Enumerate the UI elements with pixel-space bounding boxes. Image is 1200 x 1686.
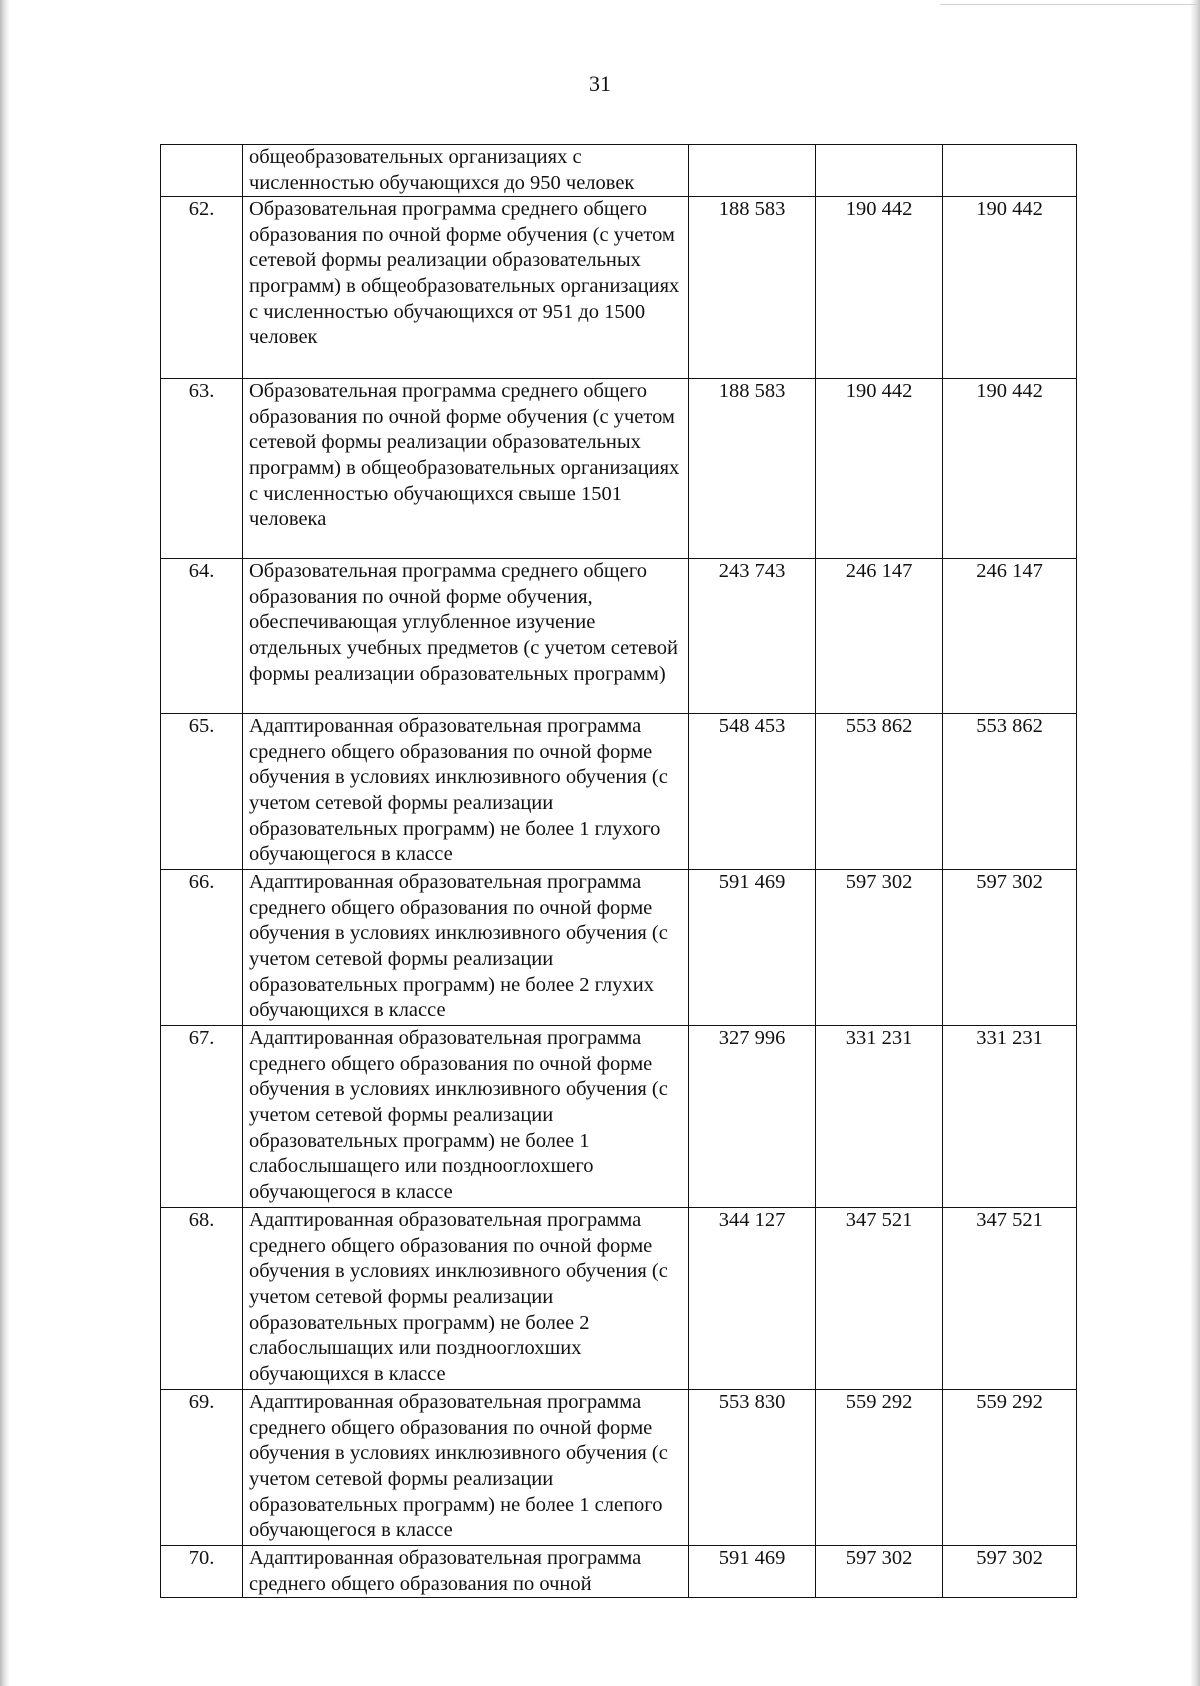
tariff-table (160, 144, 1077, 1598)
program-description: Образовательная программа среднего общего образования по очной форме обучения (с учетом сетевой формы реализации образовательных программ) в общеобразовательных организациях с численностью обучающихся свыше 1501 человека (243, 379, 689, 559)
program-description: Адаптированная образовательная программа среднего общего образования по очной форме обучения в условиях инклюзивного обучения (с учетом сетевой формы реализации образовательных программ) не более 1 слабослышащего или позднооглохшего обучающегося в классе (243, 1026, 689, 1208)
table-row (161, 379, 1077, 559)
value-col-3 (943, 145, 1077, 197)
value-col-2: 597 302 (816, 1546, 943, 1598)
program-description: Образовательная программа среднего общего образования по очной форме обучения, обеспечивающая углубленное изучение отдельных учебных предметов (с учетом сетевой формы реализации образовательных программ) (243, 559, 689, 714)
table-row (161, 1026, 1077, 1208)
row-number: 63. (161, 379, 243, 559)
row-number: 66. (161, 870, 243, 1026)
value-col-3: 597 302 (943, 870, 1077, 1026)
scan-edge-right (1190, 0, 1200, 1686)
table-row (161, 197, 1077, 379)
program-description: Адаптированная образовательная программа среднего общего образования по очной (243, 1546, 689, 1598)
scan-edge-left (0, 0, 10, 1686)
program-description: Адаптированная образовательная программа среднего общего образования по очной форме обучения в условиях инклюзивного обучения (с учетом сетевой формы реализации образовательных программ) не более 2 глухих обучающихся в классе (243, 870, 689, 1026)
table-row (161, 1208, 1077, 1390)
value-col-1: 188 583 (689, 197, 816, 379)
row-number: 67. (161, 1026, 243, 1208)
row-number: 70. (161, 1546, 243, 1598)
table-row (161, 1546, 1077, 1598)
program-description: Адаптированная образовательная программа среднего общего образования по очной форме обучения в условиях инклюзивного обучения (с учетом сетевой формы реализации образовательных программ) не более 1 слепого обучающегося в классе (243, 1390, 689, 1546)
row-number: 68. (161, 1208, 243, 1390)
table-row (161, 1390, 1077, 1546)
row-number: 62. (161, 197, 243, 379)
value-col-2: 190 442 (816, 197, 943, 379)
value-col-2: 347 521 (816, 1208, 943, 1390)
value-col-1: 188 583 (689, 379, 816, 559)
value-col-3: 553 862 (943, 714, 1077, 870)
value-col-3: 331 231 (943, 1026, 1077, 1208)
row-number (161, 145, 243, 197)
scan-top-line (940, 4, 1200, 5)
value-col-3: 559 292 (943, 1390, 1077, 1546)
value-col-2: 246 147 (816, 559, 943, 714)
value-col-2: 190 442 (816, 379, 943, 559)
value-col-3: 347 521 (943, 1208, 1077, 1390)
value-col-1 (689, 145, 816, 197)
page-number: 31 (589, 71, 611, 96)
table-row (161, 559, 1077, 714)
row-number: 65. (161, 714, 243, 870)
value-col-3: 246 147 (943, 559, 1077, 714)
value-col-1: 548 453 (689, 714, 816, 870)
value-col-2: 553 862 (816, 714, 943, 870)
value-col-1: 344 127 (689, 1208, 816, 1390)
value-col-3: 597 302 (943, 1546, 1077, 1598)
value-col-3: 190 442 (943, 197, 1077, 379)
value-col-2: 331 231 (816, 1026, 943, 1208)
value-col-1: 243 743 (689, 559, 816, 714)
program-description: Адаптированная образовательная программа среднего общего образования по очной форме обучения в условиях инклюзивного обучения (с учетом сетевой формы реализации образовательных программ) не более 2 слабослышащих или позднооглохших обучающихся в классе (243, 1208, 689, 1390)
program-description: Образовательная программа среднего общего образования по очной форме обучения (с учетом сетевой формы реализации образовательных программ) в общеобразовательных организациях с численностью обучающихся от 951 до 1500 человек (243, 197, 689, 379)
value-col-3: 190 442 (943, 379, 1077, 559)
program-description: Адаптированная образовательная программа среднего общего образования по очной форме обучения в условиях инклюзивного обучения (с учетом сетевой формы реализации образовательных программ) не более 1 глухого обучающегося в классе (243, 714, 689, 870)
value-col-1: 553 830 (689, 1390, 816, 1546)
value-col-1: 591 469 (689, 1546, 816, 1598)
value-col-2 (816, 145, 943, 197)
value-col-1: 591 469 (689, 870, 816, 1026)
row-number: 69. (161, 1390, 243, 1546)
table-row (161, 145, 1077, 197)
table-row (161, 714, 1077, 870)
row-number: 64. (161, 559, 243, 714)
table-row (161, 870, 1077, 1026)
value-col-1: 327 996 (689, 1026, 816, 1208)
value-col-2: 559 292 (816, 1390, 943, 1546)
program-description: общеобразовательных организациях с численностью обучающихся до 950 человек (243, 145, 689, 197)
value-col-2: 597 302 (816, 870, 943, 1026)
